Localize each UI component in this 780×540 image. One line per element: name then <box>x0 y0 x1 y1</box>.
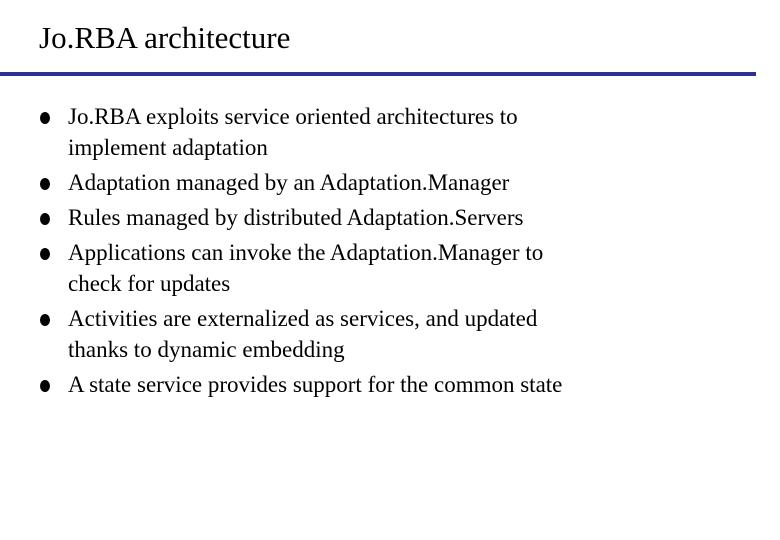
round-bullet-icon <box>40 248 50 260</box>
bullet-line: Applications can invoke the Adaptation.Manager to <box>68 240 544 265</box>
bullet-line: Jo.RBA exploits service oriented architectures to <box>68 104 518 129</box>
round-bullet-icon <box>40 380 50 392</box>
bullet-item <box>40 167 700 198</box>
bullet-line: A state service provides support for the common state <box>68 372 563 397</box>
bullet-line: Rules managed by distributed Adaptation.Servers <box>68 205 524 230</box>
bullet-line: implement adaptation <box>68 135 268 160</box>
round-bullet-icon <box>40 314 50 326</box>
bullet-item <box>40 369 700 400</box>
round-bullet-icon <box>40 213 50 225</box>
slide-title: Jo.RBA architecture <box>39 20 291 55</box>
bullet-line: Activities are externalized as services, and updated <box>68 306 538 331</box>
bullet-line: check for updates <box>68 271 231 296</box>
round-bullet-icon <box>40 112 50 124</box>
bullet-item <box>40 101 700 163</box>
bullet-line: Adaptation managed by an Adaptation.Manager <box>68 170 510 195</box>
title-divider <box>0 72 756 76</box>
bullet-line: thanks to dynamic embedding <box>68 337 345 362</box>
round-bullet-icon <box>40 178 50 190</box>
bullet-item <box>40 237 700 299</box>
bullet-item <box>40 202 700 233</box>
bullet-item <box>40 303 700 365</box>
bullet-list <box>40 101 700 404</box>
